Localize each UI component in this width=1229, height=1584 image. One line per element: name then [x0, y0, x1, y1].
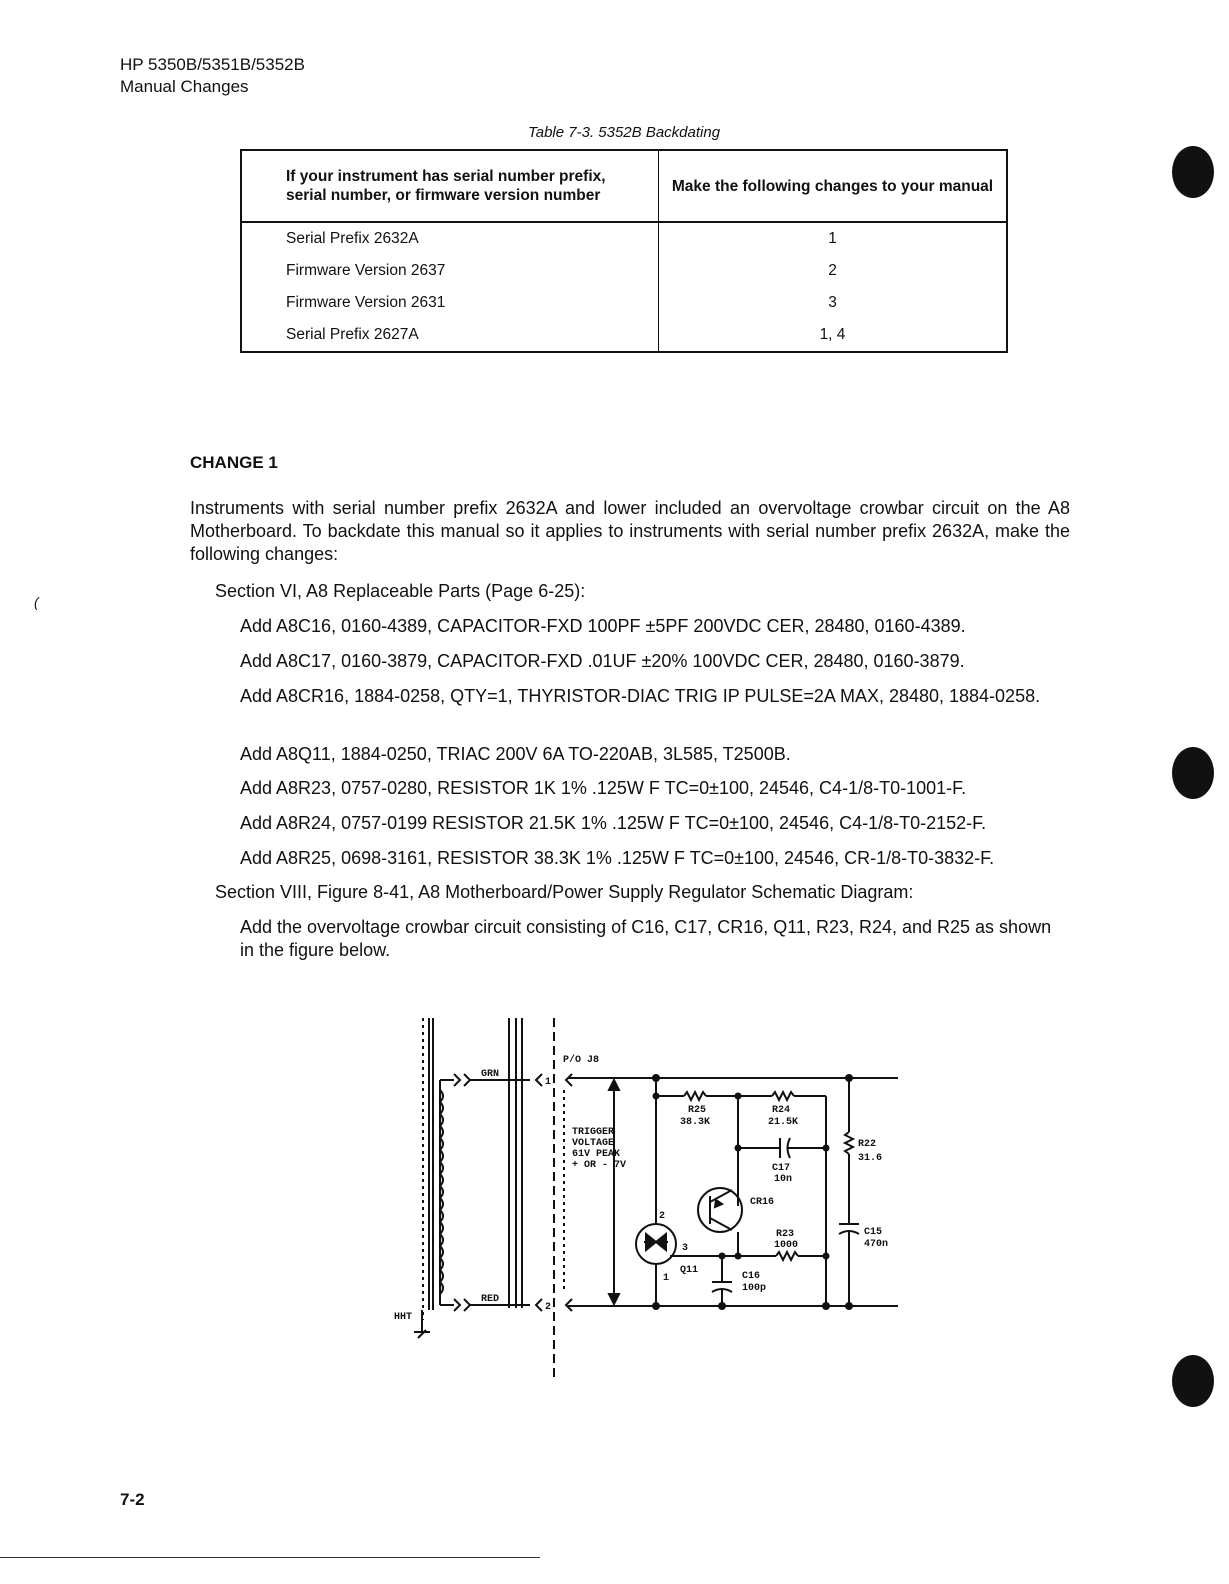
- q11-triac: [656, 1234, 666, 1250]
- cr16-label: CR16: [750, 1197, 775, 1208]
- junction-dot: [845, 1074, 853, 1082]
- row-item: Firmware Version 2637: [241, 255, 659, 287]
- q11-pin3: 3: [682, 1243, 689, 1254]
- part-line-c17: Add A8C17, 0160-3879, CAPACITOR-FXD .01UF ±20% 100VDC CER, 28480, 0160-3879.: [240, 651, 965, 671]
- q11-triac: [636, 1224, 676, 1264]
- q11-pin2: 2: [659, 1211, 666, 1222]
- row-change: 2: [659, 255, 1008, 287]
- cr16-diac: [710, 1190, 732, 1230]
- section8-heading: Section VIII, Figure 8-41, A8 Motherboard/Power Supply Regulator Schematic Diagram:: [215, 882, 914, 902]
- grn-label: GRN: [481, 1069, 500, 1080]
- row-change: 1: [659, 222, 1008, 255]
- col2-header: Make the following changes to your manual: [659, 150, 1008, 222]
- c15-value: 470n: [864, 1239, 889, 1250]
- r22-value: 31.6: [858, 1153, 883, 1164]
- red-label: RED: [481, 1294, 500, 1305]
- trigger-arrowhead: [609, 1294, 619, 1304]
- row-change: 3: [659, 287, 1008, 319]
- junction-dot: [719, 1253, 726, 1260]
- red-connector: [464, 1299, 470, 1311]
- part-line-c16: Add A8C16, 0160-4389, CAPACITOR-FXD 100PF ±5PF 200VDC CER, 28480, 0160-4389.: [240, 616, 966, 636]
- c17-value: 10n: [774, 1174, 793, 1185]
- trigger-arrowhead: [609, 1080, 619, 1090]
- section6-heading: Section VI, A8 Replaceable Parts (Page 6-25):: [215, 581, 586, 601]
- r24-resistor: [772, 1092, 794, 1100]
- margin-mark: (: [34, 594, 39, 610]
- r22-resistor: [845, 1132, 853, 1154]
- running-header: [120, 54, 305, 98]
- junction-dot: [652, 1302, 660, 1310]
- ground-symbol: [414, 1310, 430, 1332]
- r24-value: 21.5K: [768, 1117, 799, 1128]
- table-row: [241, 255, 1007, 287]
- r23-name: R23: [776, 1229, 795, 1240]
- page-number: 7-2: [120, 1490, 145, 1509]
- connector-label: P/O J8: [563, 1055, 600, 1066]
- table-row: [241, 287, 1007, 319]
- c15-name: C15: [864, 1227, 883, 1238]
- r25-resistor: [684, 1092, 706, 1100]
- part-line-r25: Add A8R25, 0698-3161, RESISTOR 38.3K 1% .125W F TC=0±100, 24546, CR-1/8-T0-3832-F.: [240, 848, 995, 868]
- pin1-connector: [566, 1074, 572, 1086]
- instruction-text: Add the overvoltage crowbar circuit consisting of C16, C17, CR16, Q11, R23, R24, and R25 as shown in the figure below.: [240, 917, 1052, 960]
- junction-dot: [652, 1074, 660, 1082]
- crowbar-schematic: [380, 1010, 920, 1390]
- junction-dot: [823, 1145, 830, 1152]
- row-item: Firmware Version 2631: [241, 287, 659, 319]
- change-title: CHANGE 1: [190, 453, 278, 472]
- q11-pin1: 1: [663, 1273, 670, 1284]
- r25-name: R25: [688, 1105, 707, 1116]
- junction-dot: [718, 1302, 726, 1310]
- header-model: HP 5350B/5351B/5352B: [120, 55, 305, 74]
- r22-name: R22: [858, 1139, 877, 1150]
- c17-name: C17: [772, 1163, 791, 1174]
- c16-name: C16: [742, 1271, 761, 1282]
- table-row: [241, 319, 1007, 352]
- backdating-table: [240, 149, 1008, 353]
- junction-dot: [822, 1302, 830, 1310]
- junction-dot: [735, 1093, 742, 1100]
- cr16-diac: [698, 1188, 742, 1232]
- change-intro: Instruments with serial number prefix 2632A and lower included an overvoltage crowbar circuit on the A8 Motherboard. To backdate this manual so it applies to instruments with serial number prefix 2632A, make the following changes:: [190, 498, 1070, 564]
- trigger-label: VOLTAGE: [572, 1138, 615, 1149]
- part-line-cr16: Add A8CR16, 1884-0258, QTY=1, THYRISTOR-DIAC TRIG IP PULSE=2A MAX, 28480, 1884-0258.: [240, 686, 1041, 706]
- part-line-r23: Add A8R23, 0757-0280, RESISTOR 1K 1% .125W F TC=0±100, 24546, C4-1/8-T0-1001-F.: [240, 778, 967, 798]
- grn-connector: [464, 1074, 470, 1086]
- junction-dot: [823, 1253, 830, 1260]
- pin1-label: 1: [545, 1077, 552, 1088]
- hht-label: HHT: [394, 1312, 413, 1323]
- junction-dot: [735, 1145, 742, 1152]
- cr16-diac: [715, 1200, 722, 1207]
- pin2-label: 2: [545, 1302, 552, 1313]
- col1-header: If your instrument has serial number prefix, serial number, or firmware version number: [241, 150, 659, 222]
- pin1-connector: [536, 1074, 542, 1086]
- row-item: Serial Prefix 2632A: [241, 222, 659, 255]
- binder-hole: [1172, 146, 1214, 198]
- grn-connector: [454, 1074, 460, 1086]
- part-line-r24: Add A8R24, 0757-0199 RESISTOR 21.5K 1% .125W F TC=0±100, 24546, C4-1/8-T0-2152-F.: [240, 813, 987, 833]
- footer-rule: [0, 1557, 540, 1558]
- red-connector: [454, 1299, 460, 1311]
- r23-value: 1000: [774, 1240, 799, 1251]
- r24-name: R24: [772, 1105, 791, 1116]
- row-item: Serial Prefix 2627A: [241, 319, 659, 352]
- binder-hole: [1172, 1355, 1214, 1407]
- trigger-label: + OR - 7V: [572, 1160, 627, 1171]
- pin2-connector: [536, 1299, 542, 1311]
- trigger-label: 61V PEAK: [572, 1149, 621, 1160]
- row-change: 1, 4: [659, 319, 1008, 352]
- header-subtitle: Manual Changes: [120, 77, 249, 96]
- part-line-q11: Add A8Q11, 1884-0250, TRIAC 200V 6A TO-220AB, 3L585, T2500B.: [240, 744, 791, 764]
- r23-resistor: [776, 1252, 798, 1260]
- junction-dot: [845, 1302, 853, 1310]
- c16-value: 100p: [742, 1283, 767, 1294]
- table-caption: Table 7-3. 5352B Backdating: [527, 124, 721, 141]
- r25-value: 38.3K: [680, 1117, 711, 1128]
- junction-dot: [735, 1253, 742, 1260]
- table-row: [241, 222, 1007, 255]
- junction-dot: [653, 1093, 660, 1100]
- binder-hole: [1172, 747, 1214, 799]
- trigger-label: TRIGGER: [572, 1127, 615, 1138]
- q11-label: Q11: [680, 1265, 699, 1276]
